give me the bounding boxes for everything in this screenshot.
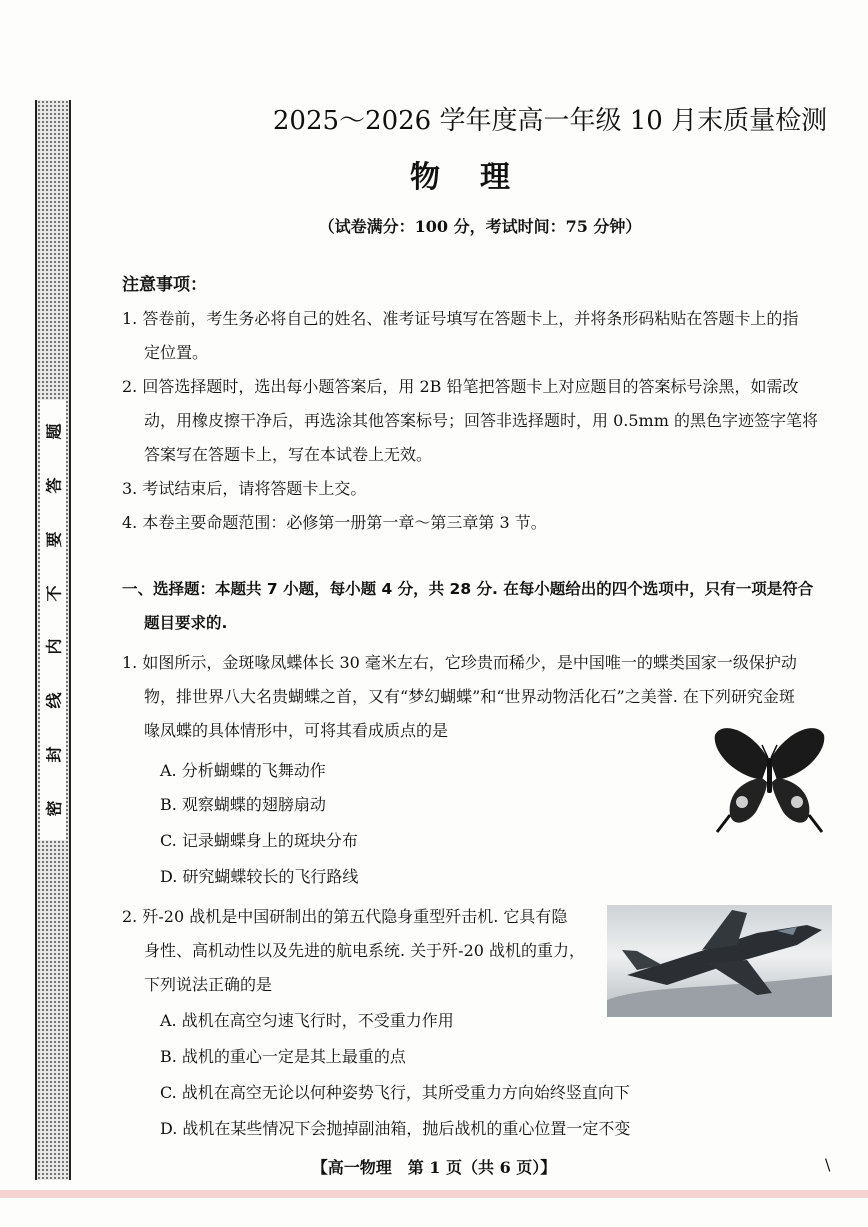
section-line: 一、选择题：本题共 7 小题，每小题 4 分，共 28 分. 在每小题给出的四个选项中，只有一项是符合 bbox=[122, 580, 814, 598]
q2-option-c: C. 战机在高空无论以何种姿势飞行，其所受重力方向始终竖直向下 bbox=[160, 1083, 630, 1102]
exam-title: 2025～2026 学年度高一年级 10 月末质量检测 bbox=[272, 106, 828, 136]
notice-line: 2. 回答选择题时，选出每小题答案后，用 2B 铅笔把答题卡上对应题目的答案标号涂黑，如需改 bbox=[122, 377, 799, 396]
seal-char: 不 bbox=[44, 585, 64, 602]
footer-mark: \ bbox=[825, 1155, 831, 1174]
section-heading bbox=[122, 572, 837, 640]
question-line: 1. 如图所示，金斑喙凤蝶体长 30 毫米左右，它珍贵而稀少，是中国唯一的蝶类国家一级保护动 bbox=[122, 653, 797, 672]
seal-line-text bbox=[40, 400, 66, 840]
q1-option-c: C. 记录蝴蝶身上的斑块分布 bbox=[160, 831, 358, 850]
question-line: 物，排世界八大名贵蝴蝶之首，又有“梦幻蝴蝶”和“世界动物活化石”之美誉. 在下列研究金斑 bbox=[144, 687, 795, 706]
notice-item-1 bbox=[122, 302, 837, 370]
question-line: 2. 歼-20 战机是中国研制出的第五代隐身重型歼击机. 它具有隐 bbox=[122, 907, 568, 926]
q2-option-b: B. 战机的重心一定是其上最重的点 bbox=[160, 1047, 406, 1066]
q1-option-a: A. 分析蝴蝶的飞舞动作 bbox=[160, 761, 326, 780]
q2-option-d: D. 战机在某些情况下会抛掉副油箱，抛后战机的重心位置一定不变 bbox=[160, 1119, 631, 1138]
seal-char: 要 bbox=[44, 531, 64, 548]
question-line: 下列说法正确的是 bbox=[144, 975, 273, 994]
seal-char: 题 bbox=[44, 423, 64, 440]
notice-line: 3. 考试结束后，请将答题卡上交。 bbox=[122, 479, 367, 498]
subject-title: 物理 bbox=[410, 160, 550, 195]
fighter-jet-icon bbox=[607, 905, 832, 1017]
seal-char: 密 bbox=[44, 800, 64, 817]
seal-char: 答 bbox=[44, 477, 64, 494]
question-2-stem bbox=[122, 900, 602, 1002]
exam-info: （试卷满分：100 分，考试时间：75 分钟） bbox=[318, 217, 642, 236]
butterfly-image bbox=[712, 720, 827, 835]
q2-option-a: A. 战机在高空匀速飞行时，不受重力作用 bbox=[160, 1011, 454, 1030]
q1-option-b: B. 观察蝴蝶的翅膀扇动 bbox=[160, 795, 326, 814]
notice-line: 动，用橡皮擦干净后，再选涂其他答案标号；回答非选择题时，用 0.5mm 的黑色字迹签字笔将 bbox=[144, 411, 818, 430]
bottom-strip bbox=[0, 1190, 868, 1198]
seal-char: 内 bbox=[44, 638, 64, 655]
notice-item-4 bbox=[122, 506, 837, 540]
notice-item-3 bbox=[122, 472, 837, 506]
question-line: 身性、高机动性以及先进的航电系统. 关于歼-20 战机的重力， bbox=[144, 941, 586, 960]
notice-item-2 bbox=[122, 370, 837, 472]
fighter-jet-image bbox=[607, 905, 832, 1017]
seal-char: 线 bbox=[44, 692, 64, 709]
notice-line: 1. 答卷前，考生务必将自己的姓名、准考证号填写在答题卡上，并将条形码粘贴在答题卡上的指 bbox=[122, 309, 799, 328]
page-footer: 【高一物理 第 1 页（共 6 页）】 bbox=[311, 1158, 557, 1177]
q1-option-d: D. 研究蝴蝶较长的飞行路线 bbox=[160, 867, 359, 886]
seal-char: 封 bbox=[44, 746, 64, 763]
notice-line: 答案写在答题卡上，写在本试卷上无效。 bbox=[144, 445, 433, 464]
notice-line: 4. 本卷主要命题范围：必修第一册第一章～第三章第 3 节。 bbox=[122, 513, 547, 532]
section-line: 题目要求的. bbox=[144, 614, 228, 632]
notice-heading: 注意事项： bbox=[122, 275, 207, 295]
notice-line: 定位置。 bbox=[144, 343, 209, 362]
question-line: 喙凤蝶的具体情形中，可将其看成质点的是 bbox=[144, 721, 449, 740]
